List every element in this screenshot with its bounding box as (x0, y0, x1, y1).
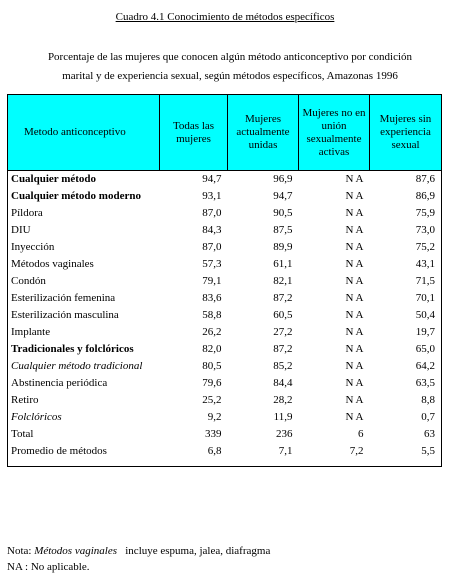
cell-not-united: N A (345, 241, 364, 253)
cell-not-united: N A (345, 207, 364, 219)
table-row (8, 171, 442, 189)
cell-not-united: N A (345, 173, 364, 185)
cell-all: 83,6 (202, 292, 222, 304)
cell-all: 339 (205, 428, 222, 440)
cell-not-united: N A (345, 292, 364, 304)
header-method: Metodo anticonceptivo (8, 95, 160, 171)
header-all-women: Todas las mujeres (160, 95, 228, 171)
cell-all: 93,1 (202, 190, 222, 202)
header-united-women: Mujeres actualmente unidas (228, 95, 299, 171)
table-row (8, 409, 442, 426)
subtitle-line-2: marital y de experiencia sexual, según métodos específicos, Amazonas 1996 (62, 70, 398, 82)
table-row (8, 426, 442, 443)
cell-united: 27,2 (273, 326, 293, 338)
row-label: Esterilización femenina (11, 292, 116, 304)
cell-no-exp: 65,0 (415, 343, 435, 355)
cell-united: 236 (276, 428, 293, 440)
cell-united: 11,9 (273, 411, 293, 423)
cell-all: 82,0 (202, 343, 222, 355)
cell-no-exp: 70,1 (415, 292, 435, 304)
cell-no-exp: 87,6 (415, 173, 435, 185)
cell-united: 82,1 (273, 275, 293, 287)
cell-no-exp: 8,8 (421, 394, 435, 406)
cell-no-exp: 63 (424, 428, 435, 440)
row-label: Cualquier método moderno (11, 190, 141, 202)
cell-united: 90,5 (273, 207, 293, 219)
cell-united: 60,5 (273, 309, 293, 321)
cell-all: 79,6 (202, 377, 222, 389)
cell-not-united: N A (345, 377, 364, 389)
cell-not-united: N A (345, 258, 364, 270)
cell-no-exp: 86,9 (415, 190, 435, 202)
table-row (8, 256, 442, 273)
cell-all: 80,5 (202, 360, 222, 372)
cell-no-exp: 50,4 (415, 309, 435, 321)
cell-not-united: 6 (358, 428, 364, 440)
cell-all: 9,2 (207, 411, 222, 423)
table-row (8, 273, 442, 290)
note-term: Métodos vaginales (34, 545, 117, 557)
table-row (8, 307, 442, 324)
row-label: Condón (11, 275, 46, 287)
note-prefix: Nota: (7, 545, 35, 557)
table-header-row (8, 95, 442, 171)
row-label: Inyección (11, 241, 55, 253)
cell-no-exp: 71,5 (415, 275, 435, 287)
cell-no-exp: 43,1 (415, 258, 435, 270)
cell-all: 26,2 (202, 326, 222, 338)
cell-no-exp: 19,7 (415, 326, 435, 338)
cell-not-united: N A (345, 275, 364, 287)
row-label: Píldora (11, 207, 43, 219)
cell-united: 61,1 (273, 258, 293, 270)
cell-all: 79,1 (202, 275, 222, 287)
cell-not-united: N A (345, 326, 364, 338)
cell-united: 7,1 (228, 443, 299, 467)
cell-no-exp: 75,2 (415, 241, 435, 253)
header-not-united-women: Mujeres no en unión sexualmente activas (299, 95, 370, 171)
cell-united: 96,9 (273, 173, 293, 185)
note-na: NA : No aplicable. (7, 561, 90, 573)
cell-not-united: N A (345, 343, 364, 355)
table-row (8, 222, 442, 239)
row-label: Cualquier método (11, 173, 97, 185)
cell-all: 6,8 (160, 443, 228, 467)
row-label: Promedio de métodos (8, 443, 160, 467)
cell-all: 87,0 (202, 207, 222, 219)
cell-all: 57,3 (202, 258, 222, 270)
cell-all: 87,0 (202, 241, 222, 253)
cell-no-exp: 75,9 (415, 207, 435, 219)
cell-all: 94,7 (202, 173, 222, 185)
cell-united: 85,2 (273, 360, 293, 372)
row-label: Implante (11, 326, 51, 338)
subtitle-line-1: Porcentaje de las mujeres que conocen algún método anticonceptivo por condición (47, 51, 413, 63)
methods-table (7, 94, 442, 467)
cell-no-exp: 73,0 (415, 224, 435, 236)
table-row (8, 324, 442, 341)
cell-not-united: 7,2 (299, 443, 370, 467)
cell-united: 89,9 (273, 241, 293, 253)
row-label: Esterilización masculina (11, 309, 119, 321)
cell-united: 87,2 (273, 292, 293, 304)
table-row (8, 392, 442, 409)
table-row (8, 341, 442, 358)
row-label: Métodos vaginales (11, 258, 94, 270)
note-line-1 (7, 543, 270, 559)
row-label: Folclóricos (11, 411, 62, 423)
cell-no-exp: 5,5 (370, 443, 442, 467)
cell-no-exp: 64,2 (415, 360, 435, 372)
cell-united: 87,2 (273, 343, 293, 355)
row-label: Retiro (11, 394, 39, 406)
cell-not-united: N A (345, 224, 364, 236)
table-row (8, 375, 442, 392)
table-title: Cuadro 4.1 Conocimiento de métodos específicos (115, 11, 335, 23)
cell-united: 28,2 (273, 394, 293, 406)
cell-not-united: N A (345, 360, 364, 372)
table-row (8, 358, 442, 375)
note-text: incluye espuma, jalea, diafragma (117, 545, 271, 557)
cell-not-united: N A (345, 411, 364, 423)
cell-not-united: N A (345, 394, 364, 406)
cell-not-united: N A (345, 190, 364, 202)
table-row (8, 443, 442, 467)
header-no-experience-women: Mujeres sin experiencia sexual (370, 95, 442, 171)
cell-no-exp: 63,5 (415, 377, 435, 389)
row-label: Tradicionales y folclóricos (11, 343, 134, 355)
cell-united: 94,7 (273, 190, 293, 202)
row-label: Cualquier método tradicional (11, 360, 143, 372)
cell-no-exp: 0,7 (421, 411, 435, 423)
cell-all: 25,2 (202, 394, 222, 406)
table-row (8, 239, 442, 256)
table-row (8, 205, 442, 222)
table-row (8, 290, 442, 307)
table-note (7, 543, 270, 575)
table-row (8, 188, 442, 205)
cell-united: 84,4 (273, 377, 293, 389)
cell-all: 58,8 (202, 309, 222, 321)
cell-united: 87,5 (273, 224, 293, 236)
table-subtitle (20, 48, 440, 86)
row-label: Abstinencia periódica (11, 377, 108, 389)
cell-all: 84,3 (202, 224, 222, 236)
row-label: DIU (11, 224, 31, 236)
row-label: Total (11, 428, 34, 440)
cell-not-united: N A (345, 309, 364, 321)
